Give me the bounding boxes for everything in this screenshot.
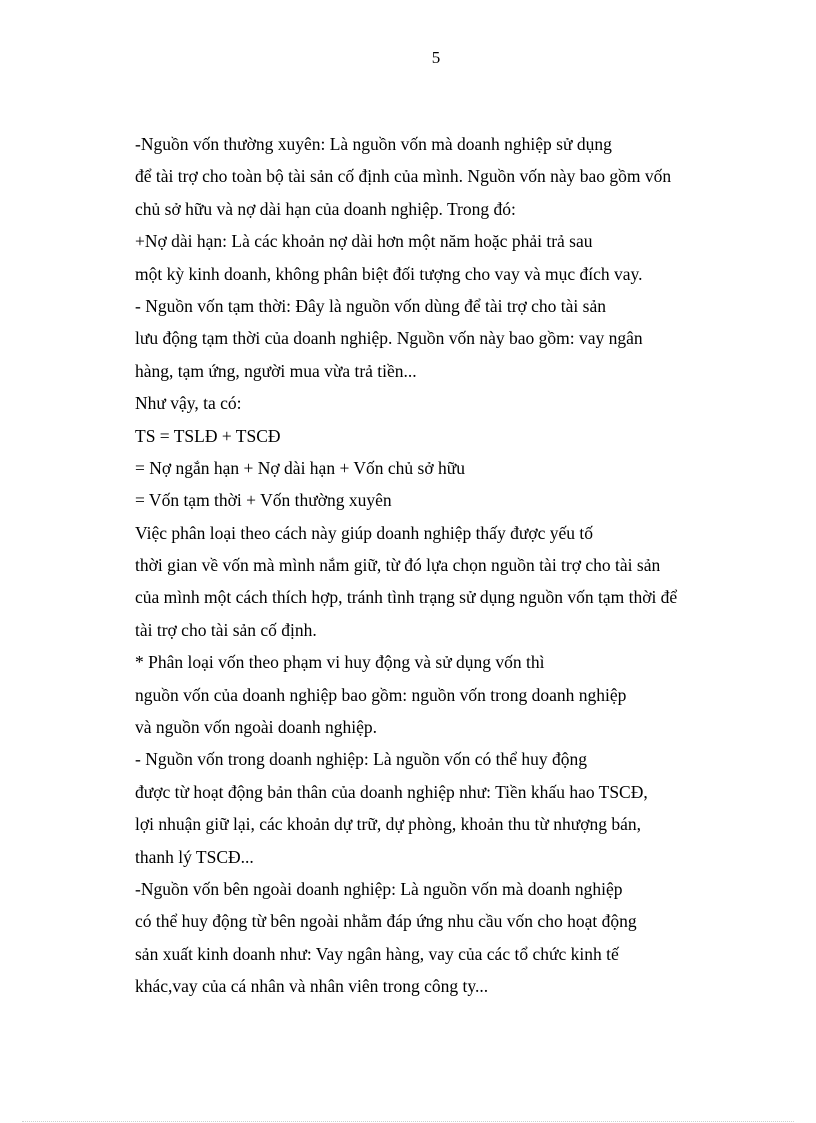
text-line: +Nợ dài hạn: Là các khoản nợ dài hơn một năm hoặc phải trả sau <box>135 231 593 252</box>
text-line: * Phân loại vốn theo phạm vi huy động và sử dụng vốn thì <box>135 652 545 673</box>
text-line: khác,vay của cá nhân và nhân viên trong công ty... <box>135 976 489 997</box>
page-bottom-divider <box>22 1121 794 1122</box>
text-line: Việc phân loại theo cách này giúp doanh nghiệp thấy được yếu tố <box>135 522 593 543</box>
text-line: TS = TSLĐ + TSCĐ <box>135 425 281 446</box>
text-line: để tài trợ cho toàn bộ tài sản cố định của mình. Nguồn vốn này bao gồm vốn <box>135 166 672 187</box>
text-line: được từ hoạt động bản thân của doanh nghiệp như: Tiền khấu hao TSCĐ, <box>135 781 648 802</box>
text-line: một kỳ kinh doanh, không phân biệt đối tượng cho vay và mục đích vay. <box>135 263 643 284</box>
text-line: lưu động tạm thời của doanh nghiệp. Nguồn vốn này bao gồm: vay ngân <box>135 328 643 349</box>
text-line: = Nợ ngắn hạn + Nợ dài hạn + Vốn chủ sở hữu <box>135 457 465 478</box>
text-line: của mình một cách thích hợp, tránh tình trạng sử dụng nguồn vốn tạm thời để <box>135 587 678 608</box>
text-line: nguồn vốn của doanh nghiệp bao gồm: nguồn vốn trong doanh nghiệp <box>135 684 627 705</box>
text-line: Như vậy, ta có: <box>135 393 242 414</box>
text-line: - Nguồn vốn tạm thời: Đây là nguồn vốn dùng để tài trợ cho tài sản <box>135 295 606 316</box>
page-number: 5 <box>431 48 441 67</box>
text-line: - Nguồn vốn trong doanh nghiệp: Là nguồn vốn có thể huy động <box>135 749 588 770</box>
text-line: lợi nhuận giữ lại, các khoản dự trữ, dự phòng, khoản thu từ nhượng bán, <box>135 814 642 835</box>
text-line: hàng, tạm ứng, người mua vừa trả tiền... <box>135 360 417 381</box>
text-line: có thể huy động từ bên ngoài nhằm đáp ứng nhu cầu vốn cho hoạt động <box>135 911 637 932</box>
text-line: thanh lý TSCĐ... <box>135 846 254 867</box>
body-text <box>135 132 755 1007</box>
text-line: và nguồn vốn ngoài doanh nghiệp. <box>135 717 378 738</box>
text-line: chủ sở hữu và nợ dài hạn của doanh nghiệp. Trong đó: <box>135 198 516 219</box>
text-line: -Nguồn vốn thường xuyên: Là nguồn vốn mà doanh nghiệp sử dụng <box>135 134 612 154</box>
text-line: tài trợ cho tài sản cố định. <box>135 619 317 640</box>
text-line: -Nguồn vốn bên ngoài doanh nghiệp: Là nguồn vốn mà doanh nghiệp <box>135 878 623 899</box>
text-line: = Vốn tạm thời + Vốn thường xuyên <box>135 490 392 511</box>
text-line: sản xuất kinh doanh như: Vay ngân hàng, vay của các tổ chức kinh tế <box>135 943 619 964</box>
text-line: thời gian về vốn mà mình nắm giữ, từ đó lựa chọn nguồn tài trợ cho tài sản <box>135 555 661 576</box>
